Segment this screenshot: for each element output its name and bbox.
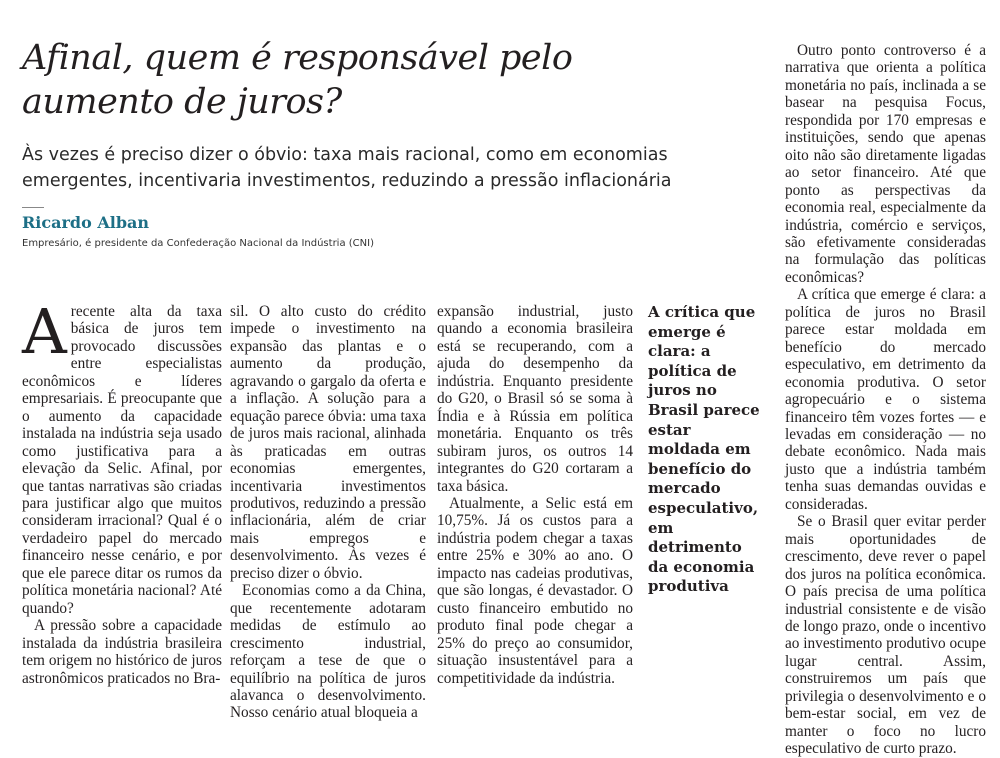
article-column-1 bbox=[22, 295, 222, 687]
article-title: Afinal, quem é responsável pelo aumento de juros? bbox=[22, 38, 573, 122]
author-description: Empresário, é presidente da Confederação Nacional da Indústria (CNI) bbox=[22, 238, 374, 249]
paragraph: expansão industrial, justo quando a economia brasileira está se recuperando, com a ajuda do desempenho da indústria. Enquanto presidente do G20, o Brasil só se soma à Índia e à Rússia em política monetária. Enquanto os três subiram juros, os outros 14 integrantes do G20 cortaram a taxa básica. bbox=[437, 303, 633, 495]
paragraph: Economias como a da China, que recentemente adotaram medidas de estímulo ao crescimento industrial, reforçam a tese de que o equilíbrio na política de juros alavanca o desenvolvimento. Nosso cenário atual bloqueia a bbox=[230, 582, 426, 722]
paragraph: A pressão sobre a capacidade instalada da indústria brasileira tem origem no histórico de juros astronômicos praticados no Bra- bbox=[22, 617, 222, 687]
article-column-4 bbox=[785, 42, 986, 758]
paragraph: A crítica que emerge é clara: a política de juros no Brasil parece estar moldada em benefício do mercado especulativo, em detrimento da economia produtiva. O setor agropecuário e o sistema financeiro têm vozes fortes — e levadas em consideração — no debate econômico. Nada mais justo que a indústria também tenha suas demandas ouvidas e consideradas. bbox=[785, 286, 986, 513]
paragraph: sil. O alto custo do crédito impede o investimento na expansão das plantas e o aumento da produção, agravando o gargalo da oferta e a inflação. A solução para a equação parece óbvia: uma taxa de juros mais racional, alinhada às praticadas em outras economias emergentes, incentivaria investimentos produtivos, reduzindo a pressão inflacionária, além de criar mais empregos e desenvolvimento. Às vezes é preciso dizer o óbvio. bbox=[230, 303, 426, 582]
article-column-2 bbox=[230, 303, 426, 722]
article-subtitle: Às vezes é preciso dizer o óbvio: taxa mais racional, como em economias emergentes, incentivaria investimentos, reduzindo a pressão inflacionária bbox=[22, 145, 672, 191]
paragraph: Se o Brasil quer evitar perder mais oportunidades de crescimento, deve rever o papel dos juros na política econômica. O país precisa de uma política industrial consistente e de visão de longo prazo, onde o incentivo ao investimento produtivo ocupe lugar central. Assim, construiremos um país que privilegia o desenvolvimento e o bem-estar social, em vez de manter o foco no lucro especulativo de curto prazo. bbox=[785, 513, 986, 758]
drop-cap: A bbox=[22, 295, 67, 368]
article-column-3 bbox=[437, 303, 633, 687]
paragraph: Outro ponto controverso é a narrativa que orienta a política monetária no país, inclinada a se basear na pesquisa Focus, respondida por 170 empresas e instituições, sendo que apenas oito não são diretamente ligadas ao setor financeiro. Até que ponto as perspectivas da economia real, especialmente da indústria, comércio e serviços, são efetivamente consideradas na formulação das políticas econômicas? bbox=[785, 42, 986, 286]
byline-rule bbox=[22, 207, 44, 208]
pull-quote: A crítica que emerge é clara: a política de juros no Brasil parece estar moldada em benefício do mercado especulativo, em detrimento da economia produtiva bbox=[648, 303, 760, 596]
paragraph bbox=[22, 295, 222, 617]
paragraph: Atualmente, a Selic está em 10,75%. Já os custos para a indústria podem chegar a taxas entre 25% e 30% ao ano. O impacto nas cadeias produtivas, que são longas, é devastador. O custo financeiro embutido no produto final pode chegar a 25% do preço ao consumidor, situação insustentável para a competitividade da indústria. bbox=[437, 494, 633, 687]
author-name: Ricardo Alban bbox=[22, 213, 150, 232]
paragraph-text: recente alta da taxa básica de juros tem provocado discussões entre especialistas econômicos e líderes empresariais. É preocupante que o aumento da capacidade instalada na indústria seja usado como justificativa para a elevação da Selic. Afinal, por que tantas narrativas são criadas para justificar algo que muitos consideram irracional? Qual é o verdadeiro papel do mercado financeiro nesse cenário, e por que ele parece ditar os rumos da política monetária nacional? Até quando? bbox=[22, 303, 222, 617]
